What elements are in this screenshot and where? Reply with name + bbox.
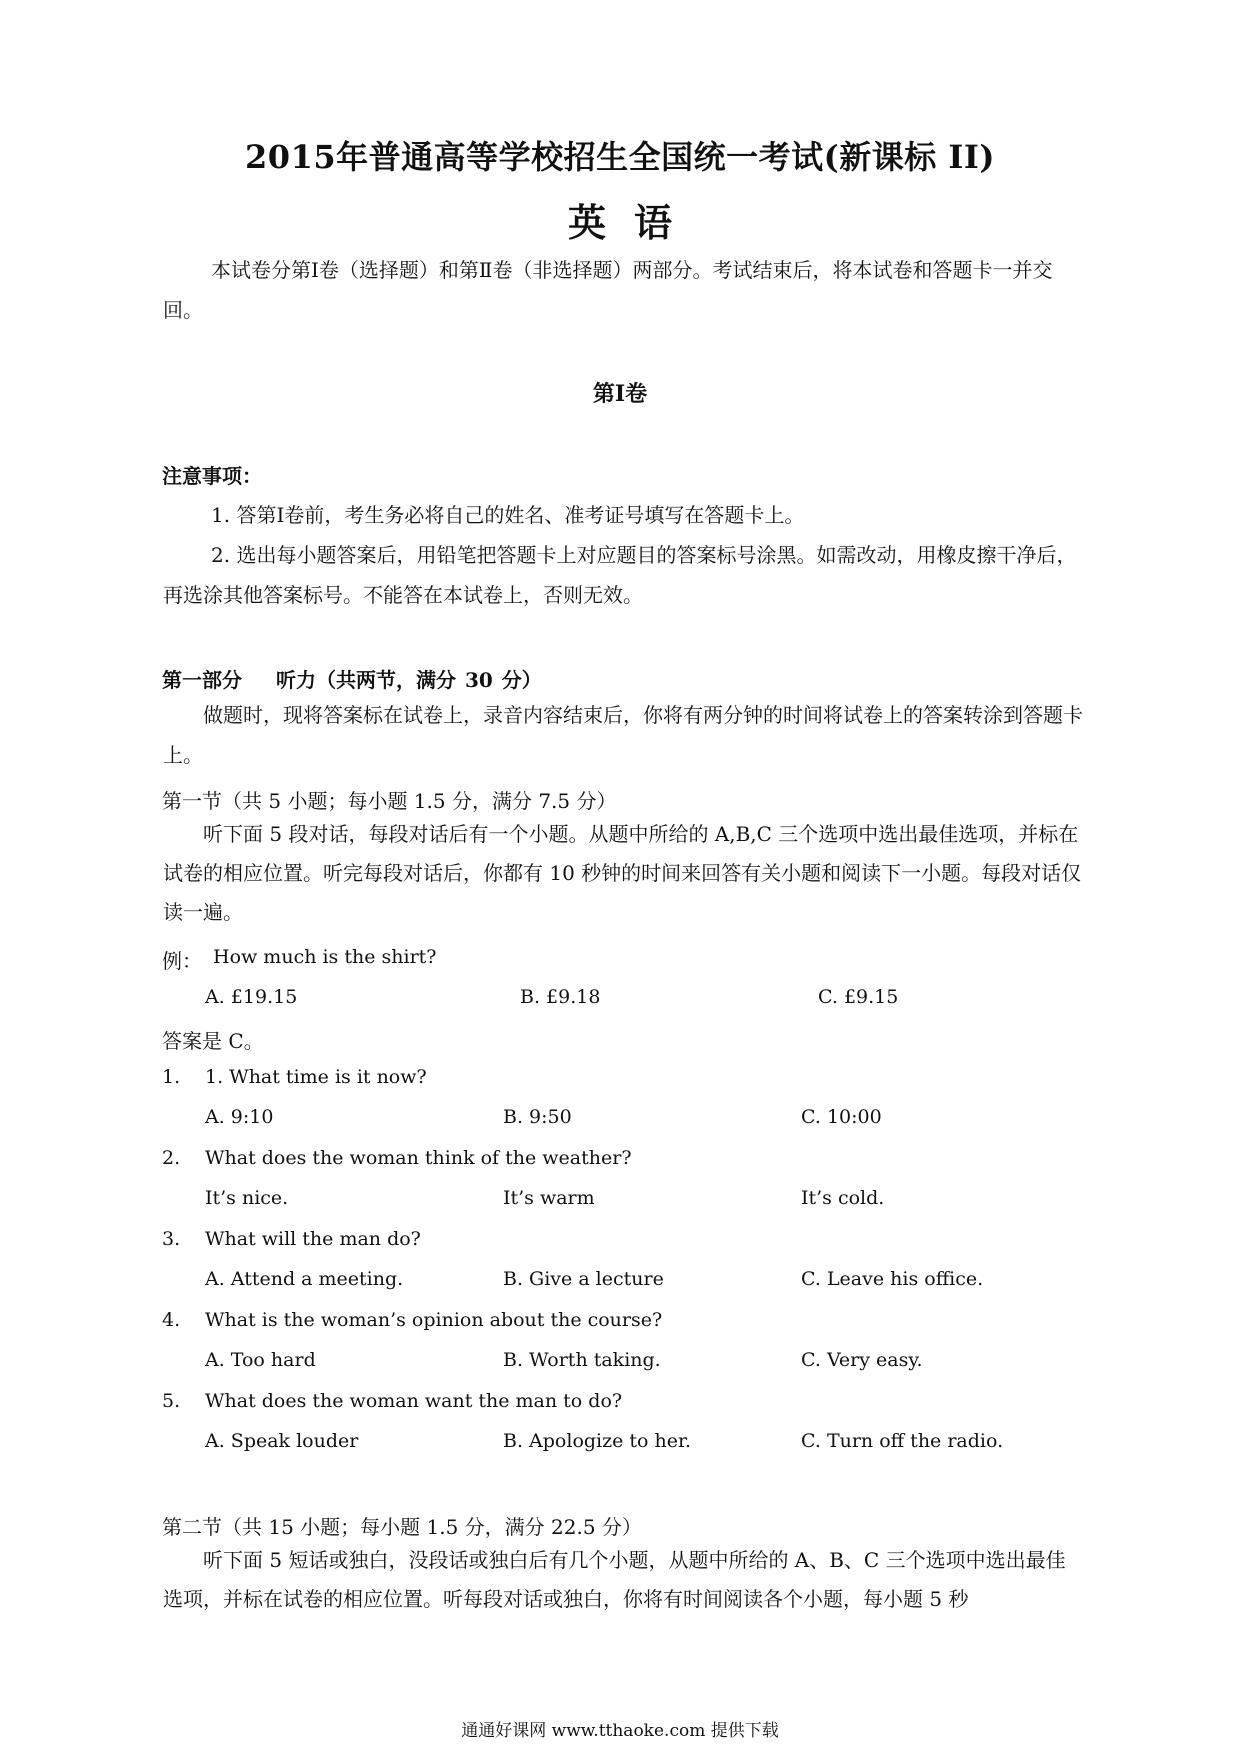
section1-title: 第一节（共 5 小题；每小题 1.5 分，满分 7.5 分） xyxy=(162,789,617,813)
question-text: What will the man do? xyxy=(205,1228,421,1250)
example-option-b: B. £9.18 xyxy=(520,986,601,1008)
question-option-a: It’s nice. xyxy=(205,1187,289,1209)
note-item-1: 1. 答第Ⅰ卷前，考生务必将自己的姓名、准考证号填写在答题卡上。 xyxy=(211,503,805,527)
question-option-b: It’s warm xyxy=(503,1187,595,1209)
question-option-c: C. Turn off the radio. xyxy=(801,1430,1004,1452)
subject-title: 英语 xyxy=(567,200,700,245)
example-question: How much is the shirt? xyxy=(213,946,437,968)
question-option-b: B. Worth taking. xyxy=(503,1349,661,1371)
part1-title xyxy=(162,664,542,693)
question-text: What is the woman’s opinion about the course? xyxy=(205,1309,663,1331)
example-option-c: C. £9.15 xyxy=(818,986,899,1008)
question-text: What does the woman think of the weather? xyxy=(205,1147,632,1169)
section2-instruction: 听下面 5 短话或独白，没段话或独白后有几个小题，从题中所给的 A、B、C 三个选项中选出最佳选项，并标在试卷的相应位置。听每段对话或独白，你将有时间阅读各个小题，每小题 5 秒 xyxy=(163,1548,1066,1611)
question-option-b: B. Give a lecture xyxy=(503,1268,664,1290)
example-label: 例： xyxy=(162,949,202,973)
example-answer: 答案是 C。 xyxy=(162,1029,264,1053)
part1-heading: 听力（共两节，满分 30 分） xyxy=(276,668,542,692)
part1-instruction: 做题时，现将答案标在试卷上，录音内容结束后，你将有两分钟的时间将试卷上的答案转涂到答题卡上。 xyxy=(163,703,1083,767)
question-option-a: A. Attend a meeting. xyxy=(205,1268,404,1290)
question-option-b: B. 9:50 xyxy=(503,1106,572,1128)
question-number: 4. xyxy=(162,1309,181,1331)
question-number: 2. xyxy=(162,1147,181,1169)
part1-label: 第一部分 xyxy=(162,668,242,692)
notes-title: 注意事项： xyxy=(162,464,262,488)
question-number: 1. xyxy=(162,1066,181,1088)
question-option-c: It’s cold. xyxy=(801,1187,885,1209)
volume-title: 第Ⅰ卷 xyxy=(592,381,648,407)
question-option-b: B. Apologize to her. xyxy=(503,1430,692,1452)
page-footer: 通通好课网 www.tthaoke.com 提供下载 xyxy=(461,1721,779,1741)
exam-title: 2015年普通高等学校招生全国统一考试(新课标 II) xyxy=(245,138,995,176)
question-option-c: C. 10:00 xyxy=(801,1106,882,1128)
section2-title: 第二节（共 15 小题；每小题 1.5 分，满分 22.5 分） xyxy=(162,1515,642,1539)
note-item-2: 2. 选出每小题答案后，用铅笔把答题卡上对应题目的答案标号涂黑。如需改动，用橡皮擦干净后，再选涂其他答案标号。不能答在本试卷上，否则无效。 xyxy=(163,543,1077,607)
question-option-a: A. Speak louder xyxy=(205,1430,359,1452)
section1-instruction: 听下面 5 段对话，每段对话后有一个小题。从题中所给的 A,B,C 三个选项中选出最佳选项，并标在试卷的相应位置。听完每段对话后，你都有 10 秒钟的时间来回答有关小题和阅读下一小题。每段对话仅读一遍。 xyxy=(163,822,1082,924)
question-number: 5. xyxy=(162,1390,181,1412)
question-text: 1. What time is it now? xyxy=(205,1066,427,1088)
question-option-a: A. 9:10 xyxy=(205,1106,274,1128)
question-option-c: C. Leave his office. xyxy=(801,1268,984,1290)
intro-paragraph: 本试卷分第Ⅰ卷（选择题）和第Ⅱ卷（非选择题）两部分。考试结束后，将本试卷和答题卡一并交回。 xyxy=(163,258,1053,322)
question-number: 3. xyxy=(162,1228,181,1250)
question-option-a: A. Too hard xyxy=(205,1349,316,1371)
example-option-a: A. £19.15 xyxy=(205,986,298,1008)
question-option-c: C. Very easy. xyxy=(801,1349,923,1371)
question-text: What does the woman want the man to do? xyxy=(205,1390,623,1412)
